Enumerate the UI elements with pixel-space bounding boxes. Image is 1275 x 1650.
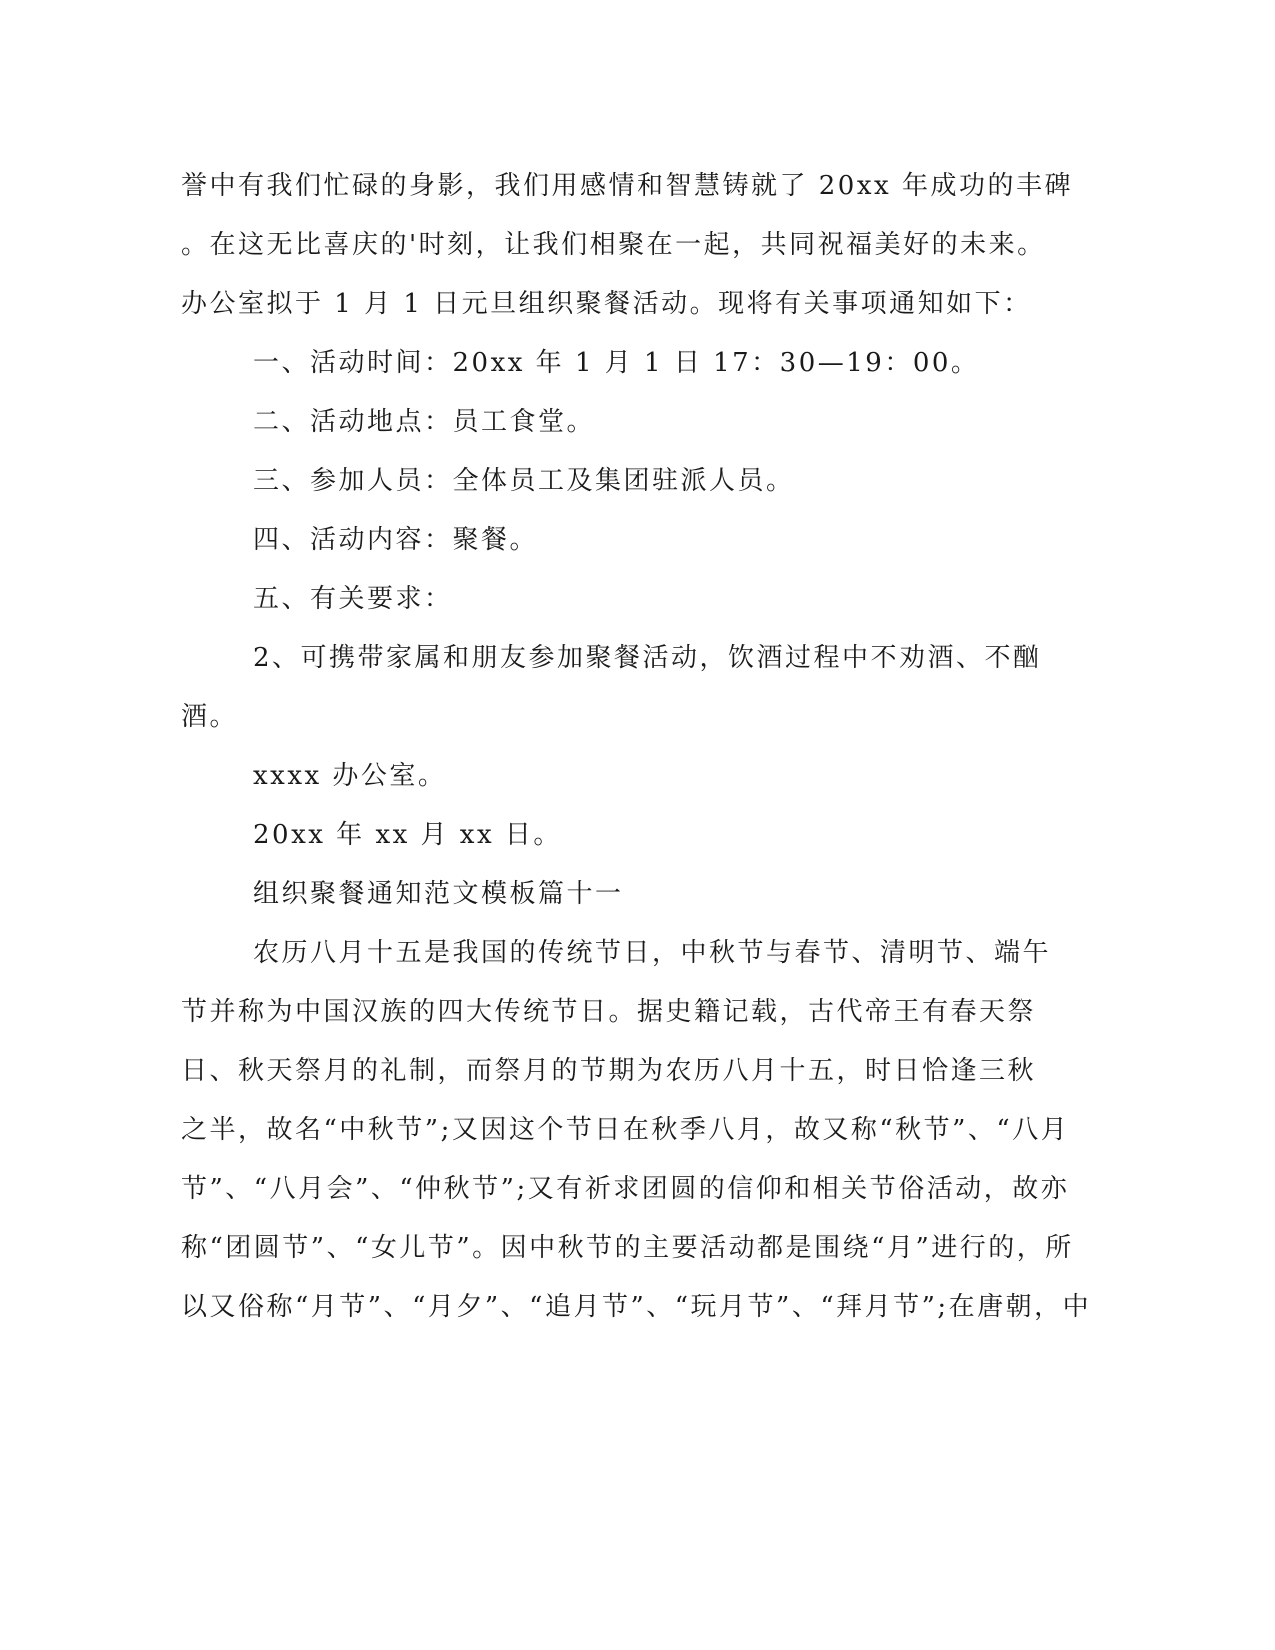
text-line: 节”、“八月会”、“仲秋节”;又有祈求团圆的信仰和相关节俗活动，故亦 <box>181 1174 1070 1204</box>
text-line: 酒。 <box>181 702 239 732</box>
text-line: 称“团圆节”、“女儿节”。因中秋节的主要活动都是围绕“月”进行的，所 <box>181 1233 1074 1263</box>
text-line: 。在这无比喜庆的'时刻，让我们相聚在一起，共同祝福美好的未来。 <box>181 230 1046 260</box>
requirement-item: 2、可携带家属和朋友参加聚餐活动，饮酒过程中不劝酒、不酗 <box>253 643 1042 673</box>
text-line: 办公室拟于 1 月 1 日元旦组织聚餐活动。现将有关事项通知如下： <box>181 289 1032 319</box>
text-line: 日、秋天祭月的礼制，而祭月的节期为农历八月十五，时日恰逢三秋 <box>181 1056 1037 1086</box>
section-heading: 组织聚餐通知范文模板篇十一 <box>253 879 624 909</box>
list-item-participants: 三、参加人员：全体员工及集团驻派人员。 <box>253 466 795 496</box>
document-body <box>181 157 1092 1337</box>
paragraph-start: 农历八月十五是我国的传统节日，中秋节与春节、清明节、端午 <box>253 938 1052 968</box>
text-line: 之半，故名“中秋节”;又因这个节日在秋季八月，故又称“秋节”、“八月 <box>181 1115 1070 1145</box>
list-item-activity-time: 一、活动时间：20xx 年 1 月 1 日 17：30—19：00。 <box>253 348 980 378</box>
list-item-activity-content: 四、活动内容：聚餐。 <box>253 525 539 555</box>
text-line: 节并称为中国汉族的四大传统节日。据史籍记载，古代帝王有春天祭 <box>181 997 1037 1027</box>
text-line: 誉中有我们忙碌的身影，我们用感情和智慧铸就了 20xx 年成功的丰碑 <box>181 171 1073 201</box>
signature-date: 20xx 年 xx 月 xx 日。 <box>253 820 562 850</box>
list-item-requirements: 五、有关要求： <box>253 584 453 614</box>
signature-office: xxxx 办公室。 <box>253 761 447 791</box>
list-item-activity-location: 二、活动地点：员工食堂。 <box>253 407 596 437</box>
text-line: 以又俗称“月节”、“月夕”、“追月节”、“玩月节”、“拜月节”;在唐朝，中 <box>181 1292 1092 1322</box>
